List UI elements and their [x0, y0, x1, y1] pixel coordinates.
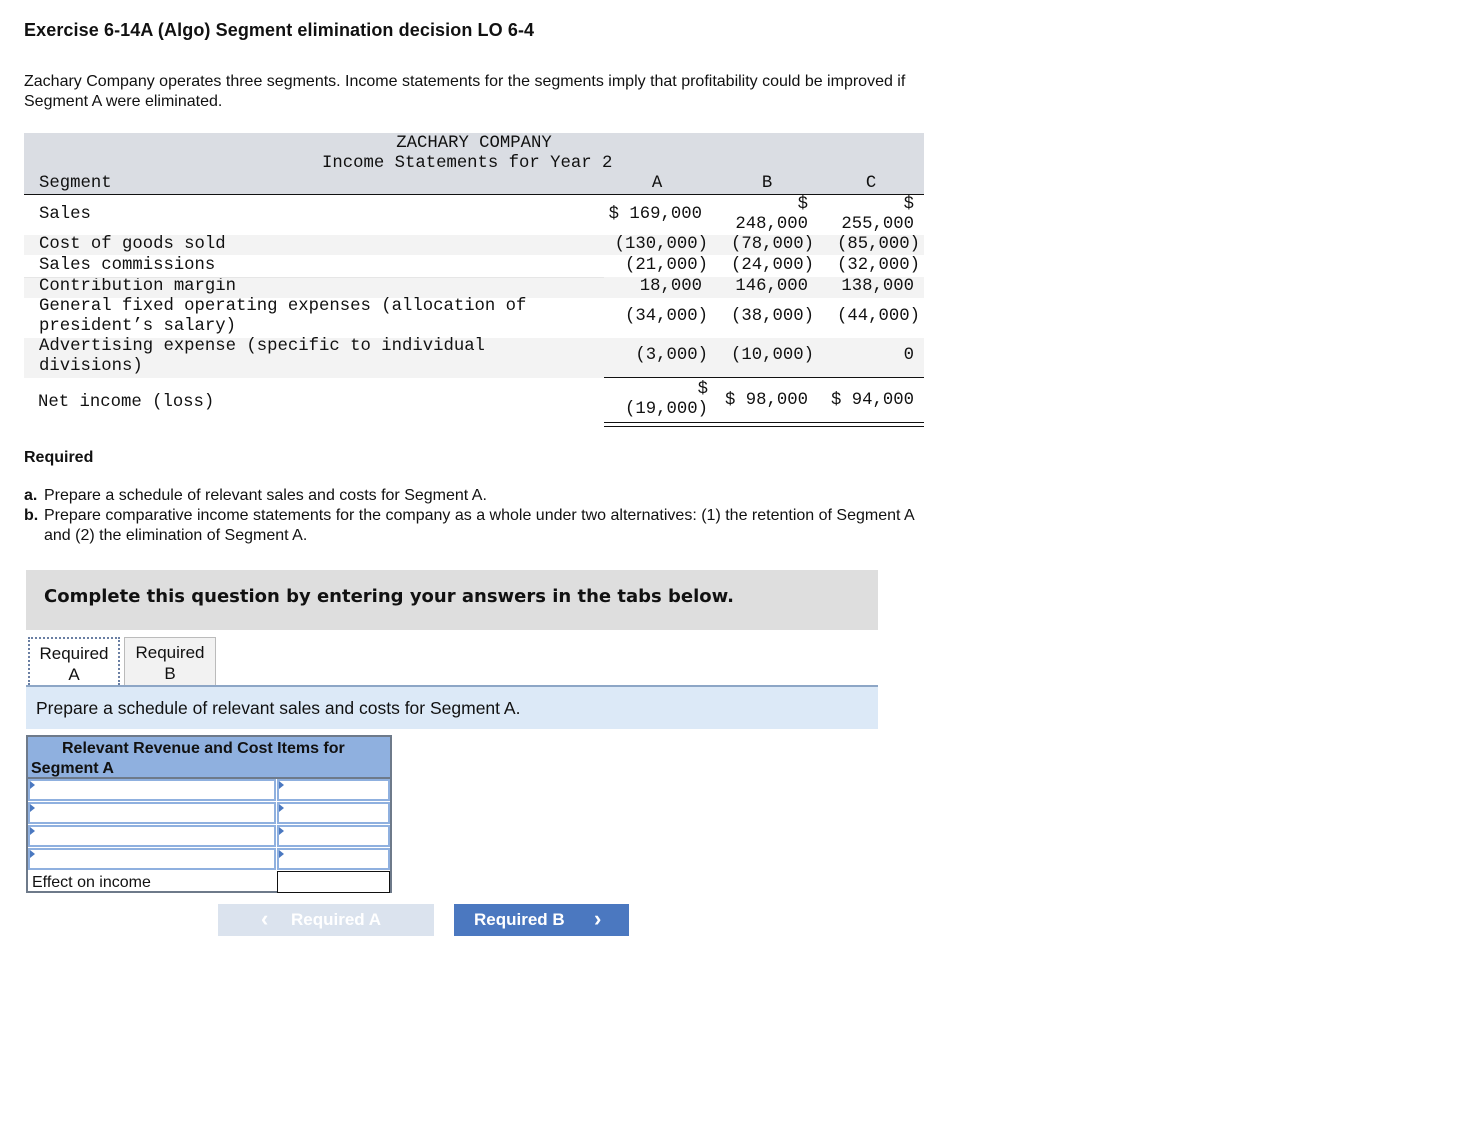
answer-table	[26, 735, 392, 893]
commissions-a: (21,000)	[625, 256, 708, 275]
row-divider	[24, 277, 604, 278]
dropdown-marker-icon	[30, 804, 35, 812]
tab-label-line2: B	[164, 664, 176, 683]
dropdown-marker-icon	[30, 850, 35, 858]
contribution-a: 18,000	[639, 277, 702, 296]
advertising-label-line2: divisions)	[39, 357, 143, 376]
contribution-c: 138,000	[841, 277, 914, 296]
segment-header: Segment	[39, 174, 112, 193]
commissions-label: Sales commissions	[39, 256, 216, 275]
company-name: ZACHARY COMPANY	[396, 134, 552, 153]
answer-header-line2: Segment A	[31, 760, 114, 777]
tab-label-line1: Required	[39, 644, 109, 663]
required-list	[24, 486, 924, 546]
dropdown-marker-icon	[279, 827, 284, 835]
required-item-letter: a.	[24, 487, 38, 504]
required-item-text: Prepare a schedule of relevant sales and costs for Segment A.	[44, 487, 487, 504]
dropdown-marker-icon	[279, 804, 284, 812]
dropdown-marker-icon	[279, 781, 284, 789]
contribution-b: 146,000	[735, 277, 808, 296]
advertising-a: (3,000)	[635, 346, 708, 365]
net-income-b: $ 98,000	[725, 391, 808, 410]
fixed-expense-label-line1: General fixed operating expenses (allocation of	[39, 297, 527, 316]
chevron-left-icon: ‹	[261, 906, 269, 931]
cogs-c: (85,000)	[837, 235, 920, 254]
tab-label-line2: A	[68, 665, 80, 684]
next-required-b-button[interactable]	[454, 904, 629, 936]
cogs-b: (78,000)	[731, 235, 814, 254]
answer-table-header	[28, 737, 390, 779]
net-income-a: (19,000)	[625, 400, 708, 419]
commissions-c: (32,000)	[837, 256, 920, 275]
advertising-label-line1: Advertising expense (specific to individual	[39, 337, 485, 356]
sales-b-symbol: $	[797, 195, 808, 214]
advertising-c: 0	[903, 346, 914, 365]
answer-row-3-amount-input[interactable]	[277, 825, 390, 847]
dropdown-marker-icon	[30, 827, 35, 835]
fixed-expense-label-line2: president’s salary)	[39, 317, 237, 336]
fixed-expense-b: (38,000)	[731, 307, 814, 326]
column-header-c: C	[865, 174, 877, 193]
dropdown-marker-icon	[279, 850, 284, 858]
net-income-a-symbol: $	[697, 380, 708, 399]
cogs-a: (130,000)	[614, 235, 708, 254]
exercise-intro: Zachary Company operates three segments. Income statements for the segments imply that profitability could be improved if Segment A were eliminated.	[24, 73, 906, 110]
instructions-text: Complete this question by entering your answers in the tabs below.	[44, 586, 734, 607]
answer-row-4-amount-input[interactable]	[277, 848, 390, 870]
answer-row-2-label-input[interactable]	[28, 802, 276, 824]
required-heading: Required	[24, 449, 94, 466]
instructions-box	[26, 570, 878, 630]
exercise-title: Exercise 6-14A (Algo) Segment elimination decision LO 6-4	[24, 20, 535, 40]
double-rule-top	[604, 422, 924, 423]
advertising-b: (10,000)	[731, 346, 814, 365]
contribution-label: Contribution margin	[39, 277, 237, 296]
required-item-letter: b.	[24, 507, 39, 524]
fixed-expense-a: (34,000)	[625, 307, 708, 326]
required-item-a	[24, 486, 924, 506]
effect-on-income-label: Effect on income	[32, 874, 151, 891]
statement-subtitle: Income Statements for Year 2	[322, 154, 613, 173]
column-header-a: A	[651, 174, 663, 193]
effect-on-income-value	[277, 871, 390, 893]
net-income-label: Net income (loss)	[38, 393, 215, 412]
chevron-right-icon: ›	[594, 906, 602, 931]
prompt-bar	[26, 687, 878, 729]
sales-a: $ 169,000	[608, 205, 702, 224]
sales-label: Sales	[39, 205, 91, 224]
sales-c: 255,000	[841, 215, 914, 234]
net-income-c: $ 94,000	[831, 391, 914, 410]
next-button-label: Required B	[474, 910, 565, 929]
answer-header-line1: Relevant Revenue and Cost Items for	[62, 740, 345, 757]
previous-button-label: Required A	[291, 910, 382, 929]
prompt-text: Prepare a schedule of relevant sales and costs for Segment A.	[36, 698, 521, 718]
income-statement-table	[24, 133, 924, 430]
answer-row-2-amount-input[interactable]	[277, 802, 390, 824]
answer-row-3-label-input[interactable]	[28, 825, 276, 847]
required-item-text: Prepare comparative income statements for the company as a whole under two alternatives: (1) the retention of Segment A and (2) the elimination of Segment A.	[44, 507, 914, 544]
column-header-b: B	[761, 174, 773, 193]
dropdown-marker-icon	[30, 781, 35, 789]
tab-required-b[interactable]	[124, 637, 216, 685]
previous-required-a-button[interactable]	[218, 904, 434, 936]
sales-c-symbol: $	[903, 195, 914, 214]
required-item-b	[24, 506, 924, 546]
commissions-b: (24,000)	[731, 256, 814, 275]
cogs-label: Cost of goods sold	[39, 235, 226, 254]
sales-b: 248,000	[735, 215, 808, 234]
fixed-expense-c: (44,000)	[837, 307, 920, 326]
answer-row-1-label-input[interactable]	[28, 779, 276, 801]
answer-row-1-amount-input[interactable]	[277, 779, 390, 801]
net-income-rule	[604, 377, 924, 378]
double-rule-bottom	[604, 426, 924, 427]
tab-label-line1: Required	[135, 643, 205, 662]
answer-row-4-label-input[interactable]	[28, 848, 276, 870]
tab-required-a[interactable]	[28, 637, 120, 685]
